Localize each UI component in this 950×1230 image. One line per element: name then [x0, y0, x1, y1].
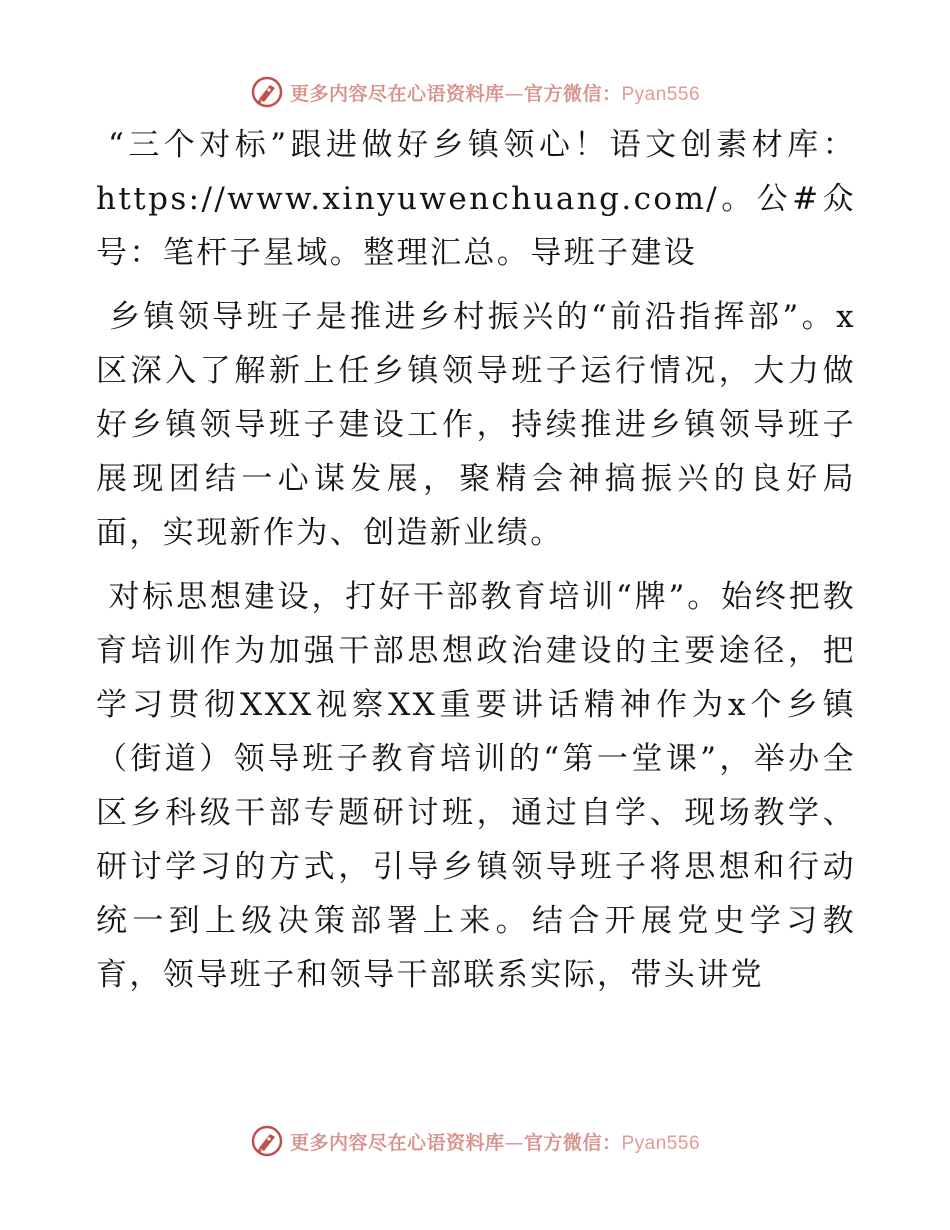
paragraph-text: 乡镇领导班子是推进乡村振兴的“前沿指挥部”。x区深入了解新上任乡镇领导班子运行情况，大力做好乡镇领导班子建设工作，持续推进乡镇领导班子展现团结一心谋发展，聚精会神搞振兴的良好局面，实现新作为、创造新业绩。 [96, 299, 856, 551]
pen-tip-logo-icon [250, 75, 284, 109]
watermark-brand: 更多内容尽在心语资料库 [289, 1131, 505, 1154]
paragraph-title [96, 118, 856, 280]
watermark-separator: — [504, 1131, 524, 1154]
paragraph-ideology [96, 570, 856, 1002]
watermark-label: 官方微信： [523, 1131, 622, 1154]
paragraph-text: 对标思想建设，打好干部教育培训“牌”。始终把教育培训作为加强干部思想政治建设的主要途径，把学习贯彻XXX视察XX重要讲话精神作为x个乡镇（街道）领导班子教育培训的“第一堂课”，举办全区乡科级干部专题研讨班，通过自学、现场教学、研讨学习的方式，引导乡镇领导班子将思想和行动统一到上级决策部署上来。结合开展党史学习教育，领导班子和领导干部联系实际，带头讲党 [96, 579, 856, 993]
paragraph-text: “三个对标”跟进做好乡镇领心！语文创素材库：https://www.xinyuwenchuang.com/。公#众号：笔杆子星域。整理汇总。导班子建设 [96, 127, 856, 271]
header-watermark [0, 72, 950, 112]
pen-tip-logo-icon [250, 1124, 284, 1158]
document-body [96, 118, 856, 1002]
paragraph-intro [96, 290, 856, 560]
watermark-wechat-id: Pyan556 [621, 1132, 701, 1154]
watermark-wechat-id: Pyan556 [621, 83, 701, 105]
footer-watermark [0, 1121, 950, 1161]
watermark-separator: — [504, 82, 524, 105]
watermark-text [290, 1128, 700, 1155]
watermark-brand: 更多内容尽在心语资料库 [289, 82, 505, 105]
watermark-text [290, 79, 700, 106]
watermark-label: 官方微信： [523, 82, 622, 105]
